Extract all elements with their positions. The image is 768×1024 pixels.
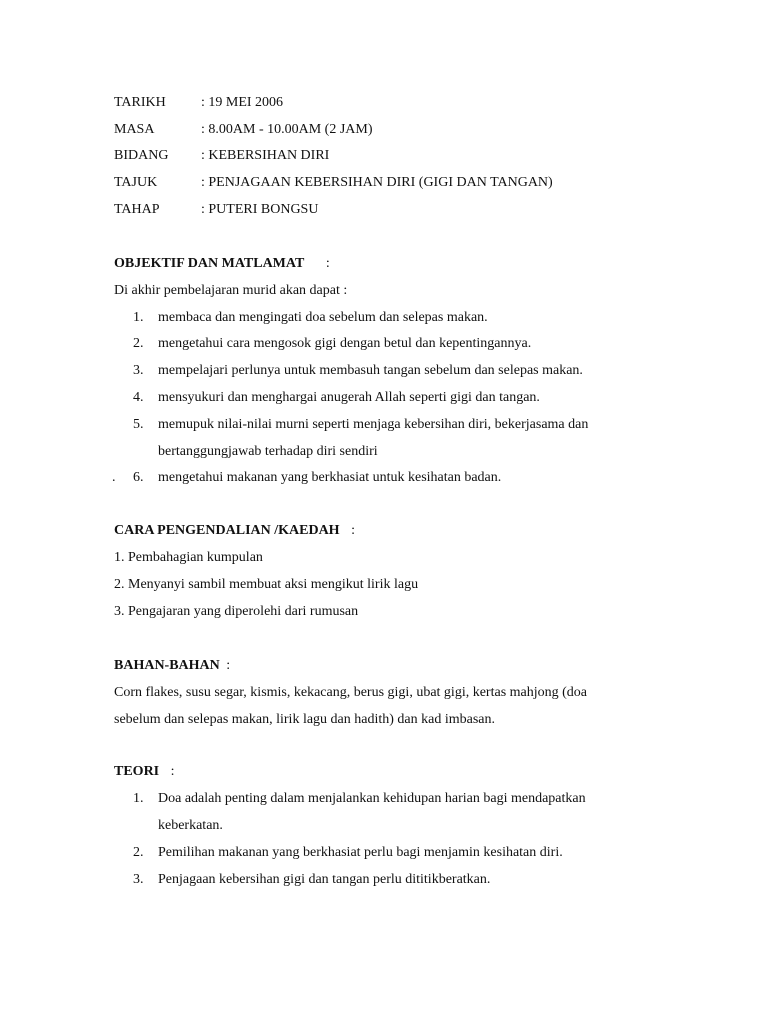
cara-item: 3. Pengajaran yang diperolehi dari rumusan — [114, 604, 359, 619]
header-label: TAHAP — [114, 202, 160, 217]
list-item-text-continued: bertanggungjawab terhadap diri sendiri — [158, 444, 378, 459]
header-value: : PUTERI BONGSU — [201, 202, 319, 217]
list-item-text: Penjagaan kebersihan gigi dan tangan perlu dititikberatkan. — [158, 872, 491, 887]
stray-dot: . — [112, 470, 116, 485]
bahan-text-line: Corn flakes, susu segar, kismis, kekacang, berus gigi, ubat gigi, kertas mahjong (doa — [114, 685, 588, 700]
section-heading-cara: CARA PENGENDALIAN /KAEDAH — [114, 523, 340, 538]
header-label: BIDANG — [114, 148, 169, 163]
list-number: 3. — [133, 872, 144, 887]
header-value: : KEBERSIHAN DIRI — [201, 148, 330, 163]
list-number: 4. — [133, 390, 144, 405]
cara-item: 1. Pembahagian kumpulan — [114, 550, 263, 565]
list-item-text: mempelajari perlunya untuk membasuh tangan sebelum dan selepas makan. — [158, 363, 583, 378]
cara-item: 2. Menyanyi sambil membuat aksi mengikut lirik lagu — [114, 577, 419, 592]
list-number: 5. — [133, 417, 144, 432]
cara-heading-row — [114, 522, 355, 540]
list-number: 1. — [133, 310, 144, 325]
section-heading-bahan: BAHAN-BAHAN — [114, 658, 220, 673]
section-heading-objektif: OBJEKTIF DAN MATLAMAT — [114, 256, 305, 271]
list-item-text: membaca dan mengingati doa sebelum dan selepas makan. — [158, 310, 488, 325]
objektif-intro: Di akhir pembelajaran murid akan dapat : — [114, 283, 348, 298]
header-value: : PENJAGAAN KEBERSIHAN DIRI (GIGI DAN TANGAN) — [201, 175, 553, 190]
list-number: 1. — [133, 791, 144, 806]
list-item-text: Pemilihan makanan yang berkhasiat perlu bagi menjamin kesihatan diri. — [158, 845, 563, 860]
heading-colon: : — [226, 658, 231, 673]
bahan-heading-row — [114, 657, 230, 675]
teori-heading-row — [114, 763, 175, 781]
header-value: : 8.00AM - 10.00AM (2 JAM) — [201, 122, 373, 137]
list-number: 2. — [133, 845, 144, 860]
list-item-text: mengetahui cara mengosok gigi dengan betul dan kepentingannya. — [158, 336, 532, 351]
list-item-text: Doa adalah penting dalam menjalankan kehidupan harian bagi mendapatkan — [158, 791, 586, 806]
heading-colon: : — [325, 256, 330, 271]
list-item-text-continued: keberkatan. — [158, 818, 223, 833]
heading-colon: : — [170, 764, 175, 779]
list-number: 2. — [133, 336, 144, 351]
list-item-text: mengetahui makanan yang berkhasiat untuk kesihatan badan. — [158, 470, 502, 485]
list-item-text: mensyukuri dan menghargai anugerah Allah seperti gigi dan tangan. — [158, 390, 540, 405]
list-number: 3. — [133, 363, 144, 378]
list-number: 6. — [133, 470, 144, 485]
header-value: : 19 MEI 2006 — [201, 95, 284, 110]
header-label: TAJUK — [114, 175, 158, 190]
bahan-text-line: sebelum dan selepas makan, lirik lagu dan hadith) dan kad imbasan. — [114, 712, 496, 727]
objektif-heading-row — [114, 255, 330, 273]
section-heading-teori: TEORI — [114, 764, 160, 779]
header-label: MASA — [114, 122, 155, 137]
list-item-text: memupuk nilai-nilai murni seperti menjaga kebersihan diri, bekerjasama dan — [158, 417, 589, 432]
heading-colon: : — [351, 523, 355, 538]
header-label: TARIKH — [114, 95, 166, 110]
